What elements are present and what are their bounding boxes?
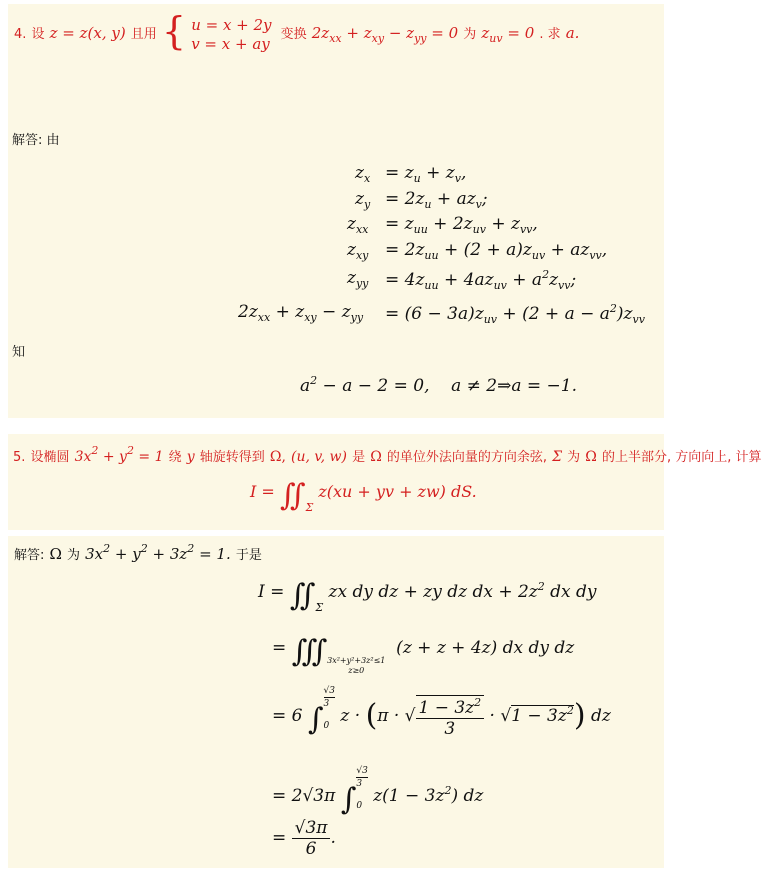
eq-combined-rhs: = $(6 - 3a)z_{uv} + (2 + a - a^2)z_{vv}$ [385, 302, 645, 326]
step-1: $I = ∬_\Sigma$ zx dy dz + zy dz dx + $2z^2$ dx dy [258, 578, 597, 614]
eq-zx: $z_x$ [355, 163, 371, 185]
problem-4-target: $z_{uv} = 0$ [481, 23, 535, 45]
eq-zxx: $z_{xx}$ [347, 214, 369, 236]
problem-4-panel [8, 4, 664, 418]
step-3: = 6 ∫ √3 3 0 z · (π · √ $\frac{1 - 3z^2}{3}$ · $√1 - 3z^2$) dz [272, 686, 611, 739]
eq-combined: $2z_{xx} + z_{xy} - z_{yy}$ [238, 302, 364, 324]
problem-5-ellipse: $3x^2 + y^2 = 1$ [74, 444, 164, 465]
eq-zxy-rhs: = $2z_{uu} + (2 + a)z_{uv} + az_{vv}$, [385, 240, 608, 262]
eq-zxy: $z_{xy}$ [347, 240, 369, 262]
problem-4-number: 4. [14, 26, 27, 42]
solution-4-intro: 解答: 由 [12, 133, 60, 148]
eq-zxx-rhs: = $z_{uu} + 2z_{uv} + z_{vv}$, [385, 214, 538, 236]
eq-zyy-rhs: = $4z_{uu} + 4az_{uv} + a^2z_{vv}$; [385, 268, 577, 292]
problem-4-function: z = z(x, y) [49, 23, 126, 42]
step-4: = 2√3π ∫ √3 3 0 $z(1 - 3z^2)$ dz [272, 766, 484, 817]
step-2: = ∭3x²+y²+3z²≤1 z≥0 (z + z + 4z) dx dy dz [272, 634, 575, 675]
substitution-system: u = x + 2y v = x + ay [191, 16, 272, 53]
solution-4-know: 知 [12, 345, 26, 360]
eq-zx-rhs: = $z_u + z_v$, [385, 163, 467, 185]
problem-4-statement: $^{4.}$ $^设$ z = z(x, y) $^{且用}$ { u = x + 2y v = x + ay $^{变换}$ $2z_{xx} + z_{xy} - z_{yy} = 0$ $^为$ $z_{uv} = 0$ $^{. 求}$ a. [14, 9, 580, 53]
problem-4-pde: $2z_{xx} + z_{xy} - z_{yy} = 0$ [311, 23, 459, 45]
problem-5-integral: $I = ∬_\Sigma$ z(xu + yv + zw) dS. [250, 478, 477, 514]
solution-5-surface: $3x^2 + y^2 + 3z^2 = 1$. [85, 542, 231, 563]
step-5: = $\frac{√3\pi}{6}$ . [272, 818, 336, 859]
left-brace: { [161, 9, 187, 53]
eq-zyy: $z_{yy}$ [347, 268, 369, 290]
eq-zy: $z_y$ [355, 189, 371, 211]
problem-5-statement: 5. 设椭圆 $3x^2 + y^2 = 1$ 绕 y 轴旋转得到 Ω, (u, v, w) 是 Ω 的单位外法向量的方向余弦, Σ 为 Ω 的上半部分, 方向向上, 计算 [13, 444, 761, 465]
solution-5-intro: 解答: Ω 为 $3x^2 + y^2 + 3z^2 = 1$. 于是 [14, 542, 262, 563]
solution-4-result: $a^2 - a - 2 = 0$, a ≠ 2⇒a = −1. [300, 374, 577, 396]
eq-zy-rhs: = $2z_u + az_v$; [385, 189, 488, 211]
